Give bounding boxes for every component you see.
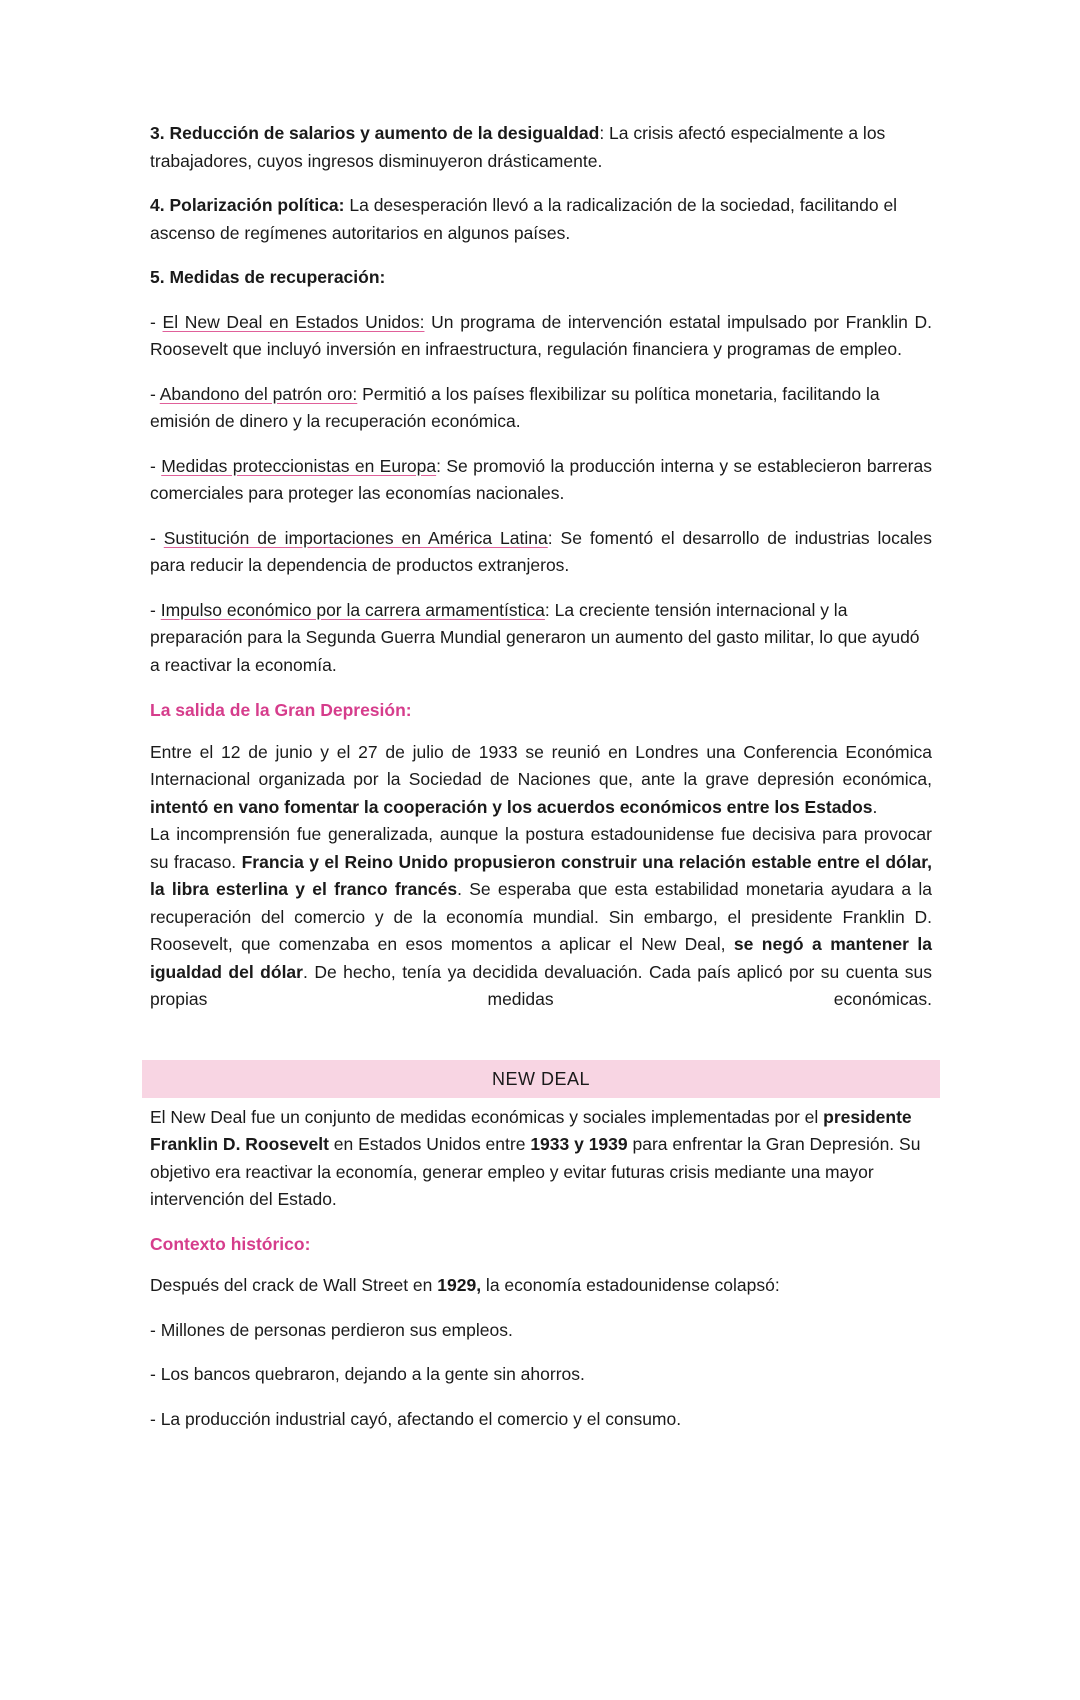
text-run: . Se esperaba que esta estabilidad monetaria ayudara a la recuperación del comercio y de la economía mundial. Sin embargo, el presidente Franklin D. Roosevelt, que comenzaba en esos momentos a aplicar el New Deal, [150, 879, 932, 954]
text-run: Entre el 12 de junio y el 27 de julio de 1933 se reunió en Londres una Conferencia Económica Internacional organizada por la Sociedad de Naciones que, ante la grave depresión económica, [150, 741, 932, 789]
item-4-heading: 4. Polarización política: [150, 195, 345, 215]
text-run: para enfrentar la Gran Depresión. Su objetivo era reactivar la economía, generar empleo y evitar futuras crisis mediante una mayor intervención del Estado. [150, 1134, 921, 1209]
text-run: La incomprensión fue generalizada, aunque la postura estadounidense fue decisiva para provocar su fracaso. [150, 824, 932, 872]
section-heading-contexto: Contexto histórico: [150, 1233, 311, 1254]
measure-dash: - [150, 527, 164, 548]
bold-run: se negó a mantener la igualdad del dólar [150, 934, 932, 982]
item-3 [150, 120, 932, 175]
measure-gold-standard [150, 381, 932, 436]
text-run: la economía estadounidense colapsó: [481, 1275, 780, 1295]
salida-paragraph-2 [150, 821, 932, 1014]
text-run: en Estados Unidos entre [328, 1134, 531, 1154]
measure-new-deal [150, 309, 932, 364]
bold-run: presidente Franklin D. Roosevelt [150, 1106, 912, 1154]
measure-text: : Se fomentó el desarrollo de industrias locales para reducir la dependencia de productos extranjeros. [150, 527, 932, 575]
new-deal-paragraph [150, 1104, 932, 1214]
item-5-heading: 5. Medidas de recuperación: [150, 267, 386, 287]
section-heading-salida: La salida de la Gran Depresión: [150, 700, 412, 720]
measure-label: El New Deal en Estados Unidos: [162, 311, 425, 332]
measure-label: Abandono del patrón oro: [159, 383, 358, 404]
list-item: - Millones de personas perdieron sus empleos. [150, 1319, 513, 1340]
new-deal-banner: NEW DEAL [142, 1060, 940, 1098]
document-page [150, 120, 932, 1450]
bold-run: 1929, [437, 1275, 482, 1295]
item-3-sep: : [599, 123, 605, 143]
item-3-text: La crisis afectó especialmente a los trabajadores, cuyos ingresos disminuyeron drásticamente. [150, 123, 886, 171]
bold-run: intentó en vano fomentar la cooperación y los acuerdos económicos entre los Estados [150, 796, 873, 817]
measure-label: Sustitución de importaciones en América Latina [163, 527, 548, 548]
measure-dash: - [150, 455, 162, 476]
salida-paragraph-1 [150, 739, 932, 822]
item-5 [150, 264, 932, 292]
text-run: . [872, 796, 878, 817]
measure-text: : Se promovió la producción interna y se establecieron barreras comerciales para proteger las economías nacionales. [150, 455, 932, 503]
bold-run: 1933 y 1939 [530, 1134, 628, 1154]
text-run: Después del crack de Wall Street en [150, 1275, 438, 1295]
item-4-text: La desesperación llevó a la radicalización de la sociedad, facilitando el ascenso de regímenes autoritarios en algunos países. [150, 195, 898, 243]
measure-label: Impulso económico por la carrera armamentística [160, 599, 545, 620]
contexto-intro [150, 1272, 932, 1300]
measure-import-substitution [150, 525, 932, 580]
item-4 [150, 192, 932, 247]
measure-arms-race [150, 597, 932, 680]
measure-label: Medidas proteccionistas en Europa [161, 455, 437, 476]
measure-text: Un programa de intervención estatal impulsado por Franklin D. Roosevelt que incluyó inversión en infraestructura, regulación financiera y programas de empleo. [150, 311, 933, 359]
item-3-heading: 3. Reducción de salarios y aumento de la desigualdad [150, 123, 600, 143]
measure-dash: - [150, 383, 160, 404]
list-item: - La producción industrial cayó, afectando el comercio y el consumo. [150, 1408, 682, 1429]
measure-dash: - [150, 311, 163, 332]
measure-text: : La creciente tensión internacional y la preparación para la Segunda Guerra Mundial generaron un aumento del gasto militar, lo que ayudó a reactivar la economía. [150, 599, 920, 675]
list-item: - Los bancos quebraron, dejando a la gente sin ahorros. [150, 1364, 585, 1384]
measure-text: Permitió a los países flexibilizar su política monetaria, facilitando la emisión de dinero y la recuperación económica. [150, 383, 880, 431]
bold-run: Francia y el Reino Unido propusieron construir una relación estable entre el dólar, la libra esterlina y el franco francés [150, 851, 932, 899]
text-run: . De hecho, tenía ya decidida devaluación. Cada país aplicó por su cuenta sus propias medidas económicas. [150, 961, 933, 1009]
measure-dash: - [150, 599, 161, 620]
measure-protectionism [150, 453, 932, 508]
text-run: El New Deal fue un conjunto de medidas económicas y sociales implementadas por el [150, 1106, 824, 1127]
